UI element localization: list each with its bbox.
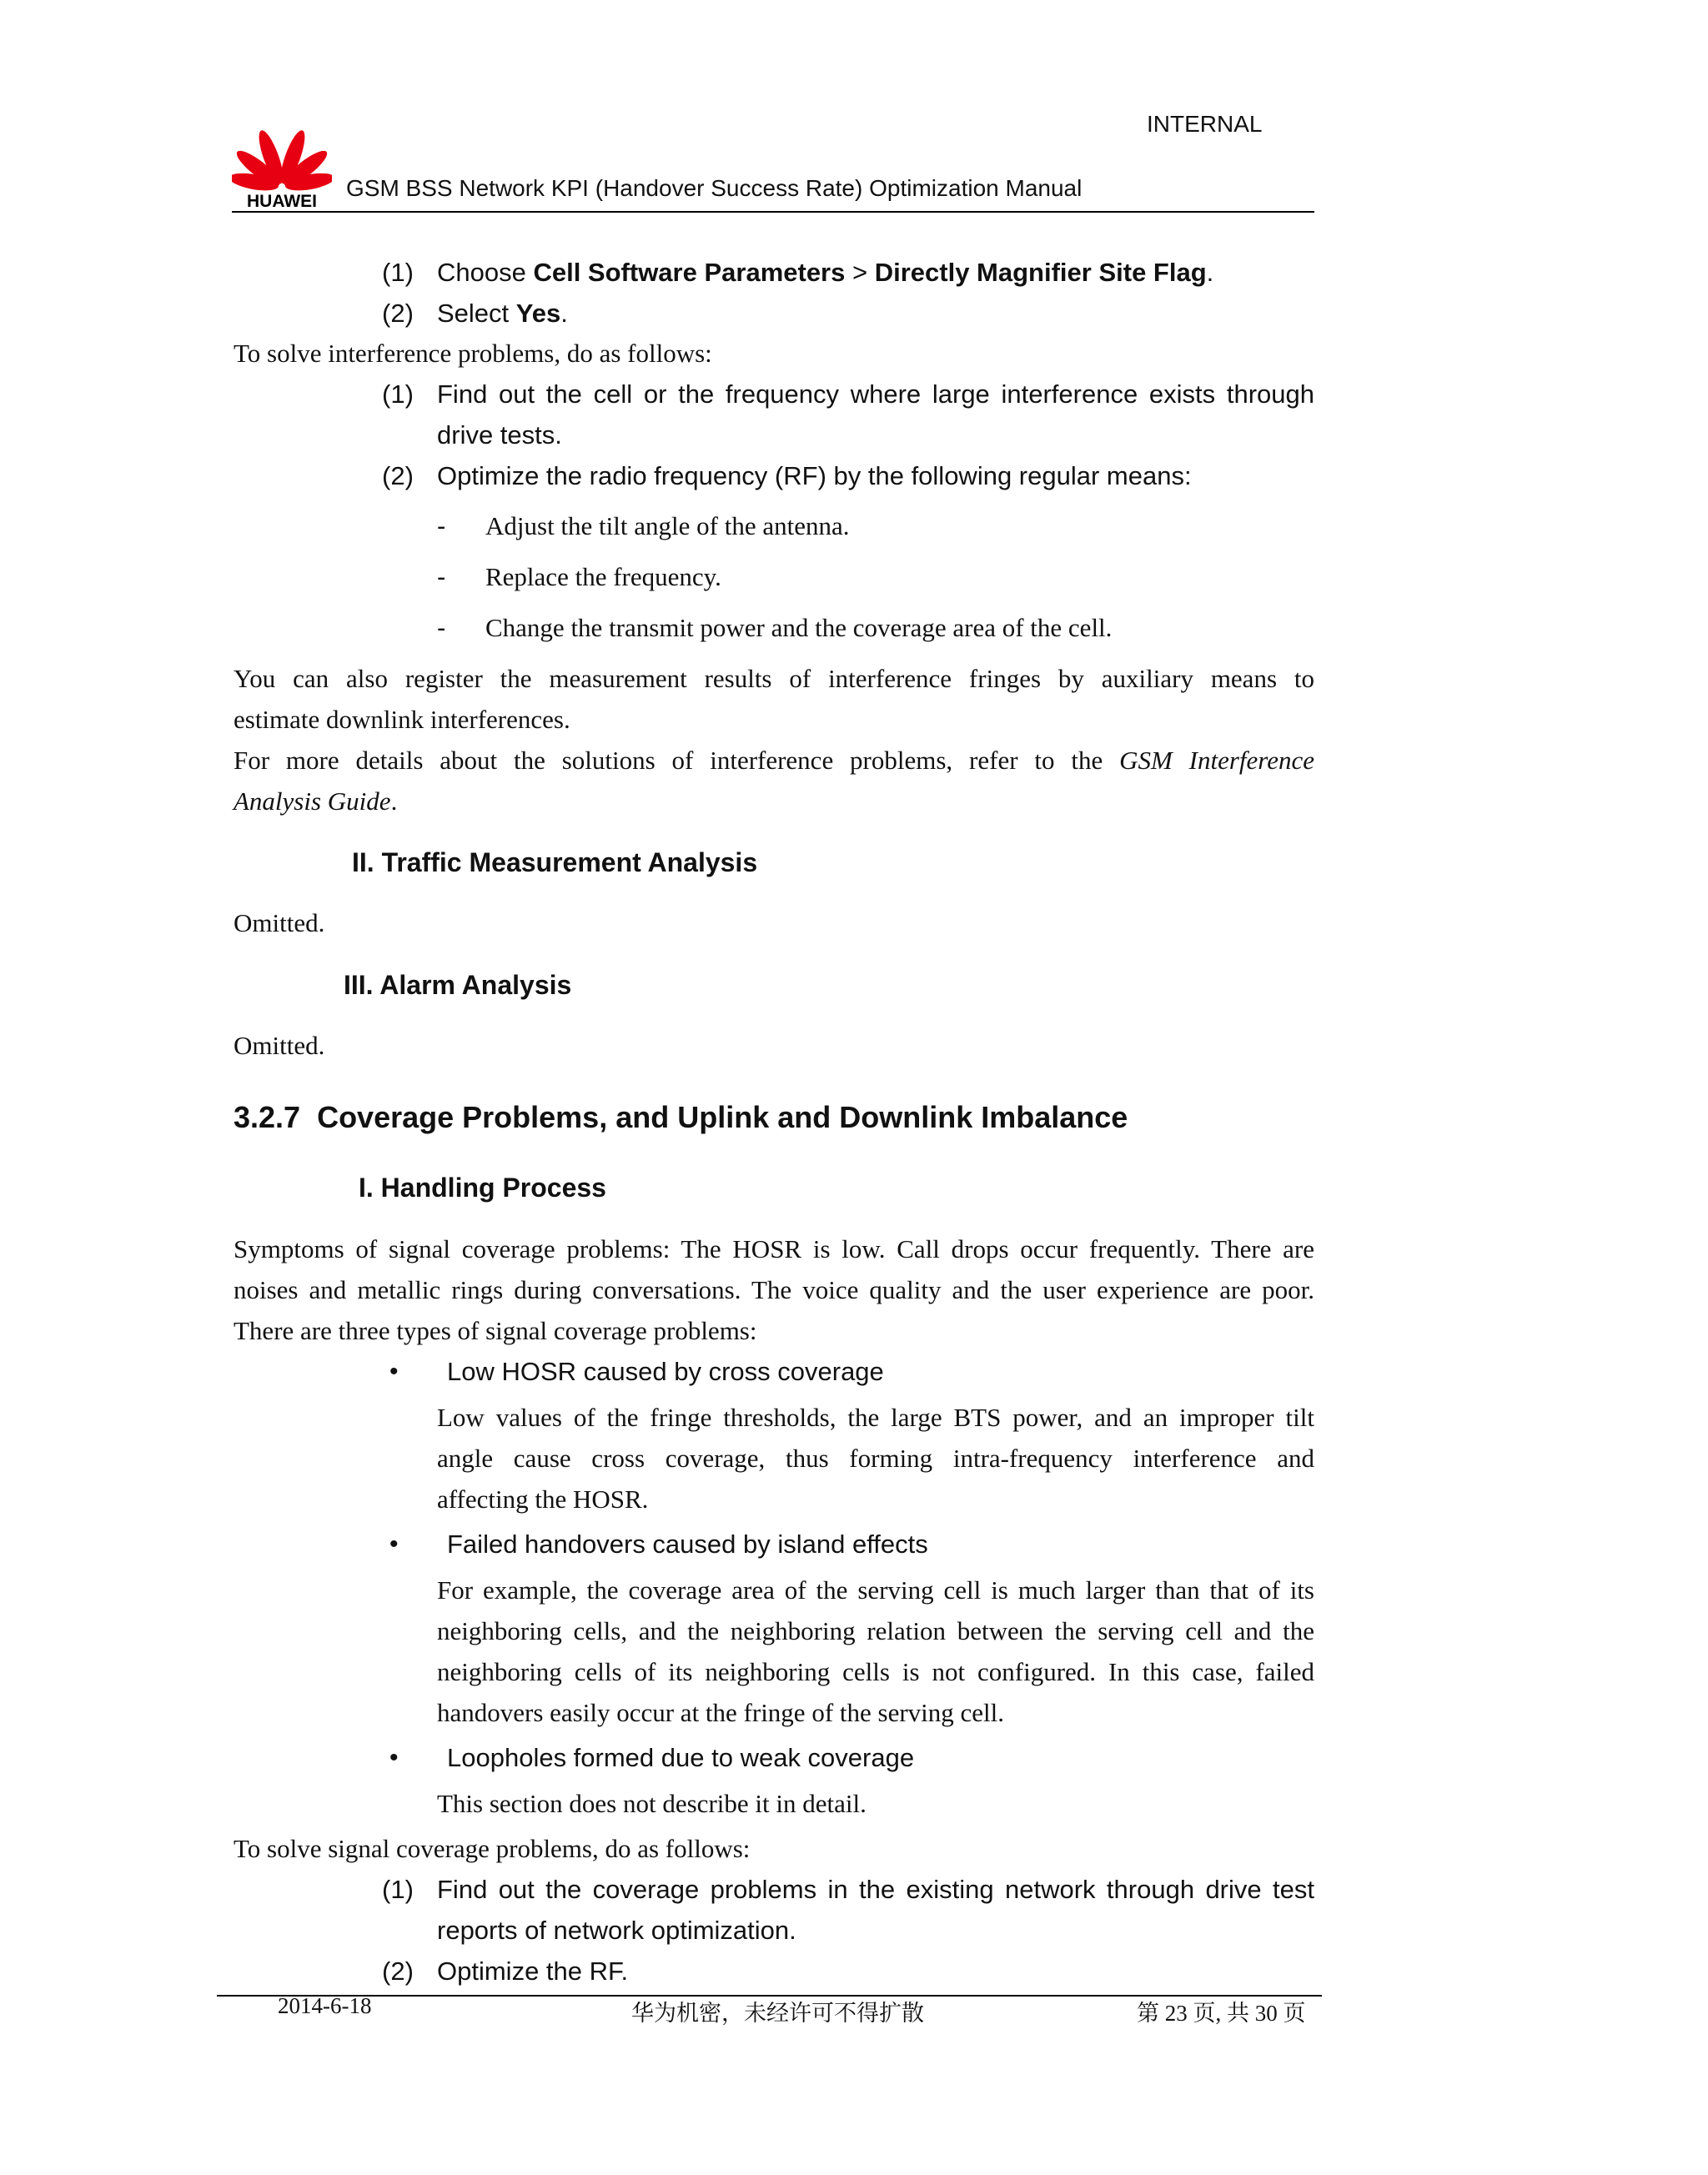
means-item: Change the transmit power and the coverage area of the cell.	[485, 613, 1113, 642]
step-select: Select Yes.	[437, 299, 568, 328]
step-number: (1)	[382, 379, 414, 409]
paragraph-line: Symptoms of signal coverage problems: The HOSR is low. Call drops occur frequently. There are	[234, 1234, 1314, 1263]
means-item: Replace the frequency.	[485, 562, 721, 591]
dash-marker: -	[437, 562, 446, 591]
bullet-marker: •	[389, 1358, 399, 1385]
document-title: GSM BSS Network KPI (Handover Success Rate) Optimization Manual	[346, 175, 1083, 201]
bullet-body-line: Low values of the fringe thresholds, the large BTS power, and an improper tilt	[437, 1403, 1314, 1432]
heading-alarm: III. Alarm Analysis	[344, 970, 572, 1000]
footer-date: 2014-6-18	[278, 1993, 372, 2018]
bullet-title: Low HOSR caused by cross coverage	[447, 1357, 884, 1386]
bullet-marker: •	[389, 1744, 399, 1771]
step-number: (2)	[382, 1956, 414, 1986]
step-number: (2)	[382, 299, 414, 328]
bullet-body-line: For example, the coverage area of the serving cell is much larger than that of its	[437, 1575, 1314, 1605]
section-heading: 3.2.7 Coverage Problems, and Uplink and Downlink Imbalance	[234, 1100, 1128, 1134]
heading-traffic: II. Traffic Measurement Analysis	[352, 847, 758, 877]
means-item: Adjust the tilt angle of the antenna.	[485, 511, 850, 540]
bullet-body-line: This section does not describe it in detail.	[437, 1789, 867, 1818]
paragraph-line: For more details about the solutions of interference problems, refer to the GSM Interference	[234, 746, 1314, 775]
dash-marker: -	[437, 613, 446, 642]
interference-step2: Optimize the radio frequency (RF) by the following regular means:	[437, 461, 1192, 490]
step-choose: Choose Cell Software Parameters > Directly Magnifier Site Flag.	[437, 258, 1214, 287]
bullet-marker: •	[389, 1530, 399, 1558]
bullet-title: Loopholes formed due to weak coverage	[447, 1743, 915, 1772]
footer-page-number: 第 23 页, 共 30 页	[1137, 2001, 1306, 2026]
interference-intro: To solve interference problems, do as follows:	[234, 339, 712, 368]
paragraph-line: noises and metallic rings during conversations. The voice quality and the user experience are poor.	[234, 1275, 1314, 1304]
bullet-body-line: affecting the HOSR.	[437, 1484, 649, 1514]
footer-confidential: 华为机密，未经许可不得扩散	[631, 2001, 924, 2026]
alarm-body: Omitted.	[234, 1031, 325, 1060]
classification-label: INTERNAL	[1147, 111, 1263, 137]
huawei-logo-text: HUAWEI	[247, 192, 317, 210]
interference-step1-line2: drive tests.	[437, 420, 562, 450]
huawei-logo	[232, 117, 332, 210]
paragraph-line: Analysis Guide.	[234, 786, 398, 816]
dash-marker: -	[437, 511, 446, 540]
paragraph-line: estimate downlink interferences.	[234, 705, 570, 734]
guide-reference: Analysis Guide	[234, 786, 391, 816]
traffic-body: Omitted.	[234, 908, 325, 937]
bullet-body-line: neighboring cells, and the neighboring relation between the serving cell and the	[437, 1616, 1314, 1645]
bullet-body-line: neighboring cells of its neighboring cells is not configured. In this case, failed	[437, 1657, 1314, 1686]
step-number: (1)	[382, 1875, 414, 1904]
step-number: (2)	[382, 461, 414, 490]
huawei-logo-icon	[232, 117, 332, 210]
bullet-body-line: angle cause cross coverage, thus forming intra-frequency interference and	[437, 1444, 1314, 1473]
guide-reference: GSM Interference	[1119, 746, 1314, 775]
paragraph-line: To solve signal coverage problems, do as follows:	[234, 1834, 751, 1863]
interference-step1-line1: Find out the cell or the frequency where large interference exists through	[437, 379, 1314, 409]
step-number: (1)	[382, 258, 414, 287]
solve-step2: Optimize the RF.	[437, 1956, 629, 1986]
paragraph-line: There are three types of signal coverage problems:	[234, 1316, 757, 1345]
heading-handling: I. Handling Process	[359, 1173, 606, 1203]
solve-step1-line2: reports of network optimization.	[437, 1916, 796, 1945]
bullet-title: Failed handovers caused by island effects	[447, 1530, 928, 1559]
paragraph-line: You can also register the measurement results of interference fringes by auxiliary means to	[234, 664, 1314, 693]
header-divider	[232, 211, 1314, 213]
solve-step1-line1: Find out the coverage problems in the existing network through drive test	[437, 1875, 1314, 1904]
bullet-body-line: handovers easily occur at the fringe of the serving cell.	[437, 1698, 1005, 1727]
